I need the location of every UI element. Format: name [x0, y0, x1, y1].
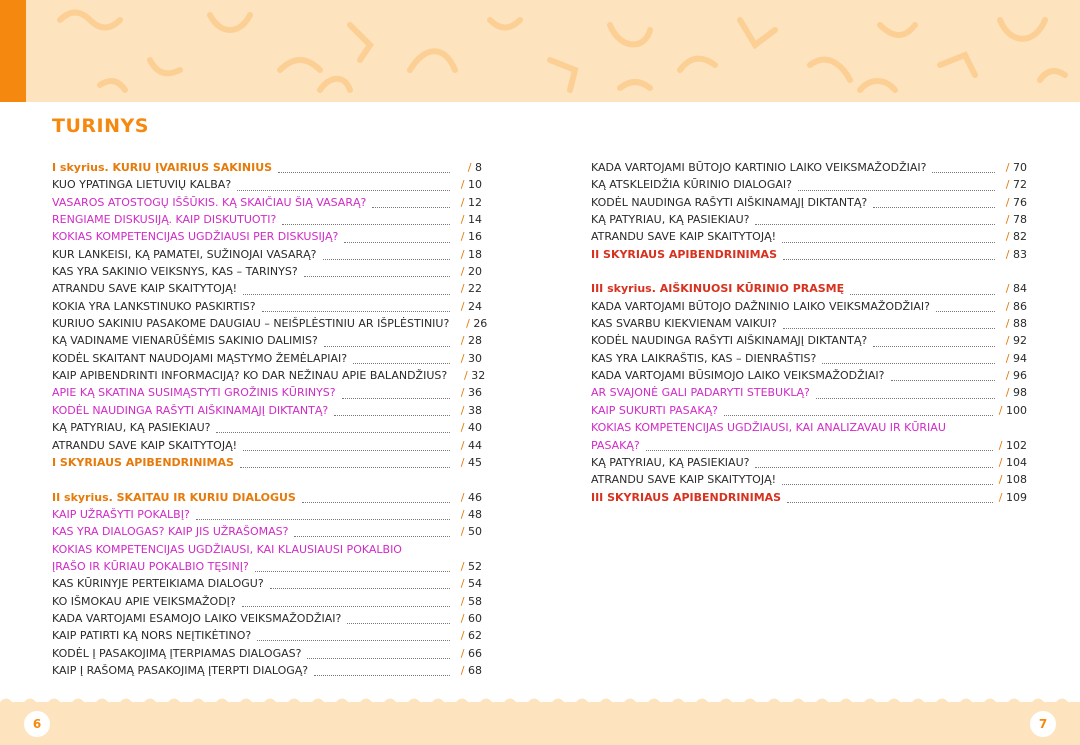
toc-leader-dots	[323, 249, 450, 260]
toc-entry	[52, 454, 482, 471]
toc-entry	[52, 211, 482, 228]
toc-entry-title: KAIP Į RAŠOMĄ PASAKOJIMĄ ĮTERPTI DIALOGĄ?	[52, 663, 309, 677]
toc-entry-title: KOKIA YRA LANKSTINUKO PASKIRTIS?	[52, 299, 256, 313]
toc-entry-page: / 24	[460, 299, 482, 313]
toc-entry-title: KAIP SUKURTI PASAKĄ?	[591, 403, 718, 417]
toc-leader-dots	[353, 353, 450, 364]
toc-entry-title: KAS YRA DIALOGAS? KAIP JIS UŽRAŠOMAS?	[52, 525, 289, 539]
toc-leader-dots	[324, 336, 450, 347]
toc-entry-page: / 46	[460, 490, 482, 504]
toc-leader-dots	[936, 301, 995, 312]
toc-entry-page: / 96	[1005, 369, 1027, 383]
toc-entry-page: / 28	[460, 334, 482, 348]
toc-entry-title: KĄ PATYRIAU, KĄ PASIEKIAU?	[52, 421, 211, 435]
toc-entry	[52, 610, 482, 627]
toc-entry	[52, 159, 482, 176]
toc-leader-dots	[372, 197, 450, 208]
toc-entry	[52, 298, 482, 315]
toc-entry-title: KODĖL NAUDINGA RAŠYTI AIŠKINAMĄJĮ DIKTANTĄ?	[591, 195, 868, 209]
toc-leader-dots	[816, 388, 995, 399]
page-title: TURINYS	[52, 115, 149, 137]
toc-leader-dots	[243, 440, 450, 451]
toc-entry-title: KODĖL Į PASAKOJIMĄ ĮTERPIAMAS DIALOGAS?	[52, 646, 302, 660]
toc-entry-title: KOKIAS KOMPETENCIJAS UGDŽIAUSI PER DISKUSIJĄ?	[52, 230, 339, 244]
toc-leader-dots	[822, 353, 995, 364]
toc-entry-title: II skyrius. SKAITAU IR KURIU DIALOGUS	[52, 490, 296, 504]
toc-entry-page: / 38	[460, 403, 482, 417]
scribble-pattern	[0, 0, 1080, 102]
toc-entry-title: KAS YRA SAKINIO VEIKSNYS, KAS – TARINYS?	[52, 265, 298, 279]
toc-entry-page: / 45	[460, 455, 482, 469]
toc-entry-title: KODĖL SKAITANT NAUDOJAMI MĄSTYMO ŽEMĖLAPIAI?	[52, 351, 348, 365]
toc-leader-dots	[334, 405, 450, 416]
toc-entry-page: / 32	[464, 369, 486, 383]
toc-entry-page: / 22	[460, 282, 482, 296]
toc-entry-title: PASAKĄ?	[591, 438, 640, 452]
toc-entry	[591, 332, 1027, 349]
toc-leader-dots	[783, 318, 995, 329]
toc-entry	[52, 332, 482, 349]
toc-leader-dots	[243, 284, 450, 295]
toc-entry-page: / 18	[460, 247, 482, 261]
toc-entry-title: KĄ PATYRIAU, KĄ PASIEKIAU?	[591, 455, 750, 469]
toc-entry-title: I skyrius. KURIU ĮVAIRIUS SAKINIUS	[52, 161, 273, 174]
toc-entry-title: ATRANDU SAVE KAIP SKAITYTOJĄ!	[591, 230, 777, 244]
toc-leader-dots	[873, 336, 995, 347]
toc-right-column	[591, 159, 1027, 506]
toc-leader-dots	[257, 630, 450, 641]
toc-leader-dots	[782, 474, 993, 485]
toc-entry-page: / 70	[1005, 161, 1027, 174]
toc-leader-dots	[196, 509, 450, 520]
toc-entry-page: / 50	[460, 525, 482, 539]
toc-entry-page: / 84	[1005, 282, 1027, 296]
toc-left-column	[52, 159, 488, 679]
toc-entry-page: / 109	[998, 490, 1027, 504]
toc-entry-page: / 44	[460, 438, 482, 452]
toc-entry-title: III skyrius. AIŠKINUOSI KŪRINIO PRASMĘ	[591, 282, 845, 296]
toc-leader-dots	[270, 578, 450, 589]
toc-entry-title: ATRANDU SAVE KAIP SKAITYTOJĄ!	[52, 438, 238, 452]
toc-leader-dots	[237, 180, 450, 191]
toc-entry-title: KAIP APIBENDRINTI INFORMACIJĄ? KO DAR NEŽINAU APIE BALANDŽIUS?	[52, 369, 448, 383]
toc-entry	[52, 593, 482, 610]
toc-leader-dots	[344, 232, 450, 243]
toc-leader-dots	[255, 561, 450, 572]
toc-entry-title: KODĖL NAUDINGA RAŠYTI AIŠKINAMĄJĮ DIKTANTĄ?	[591, 334, 868, 348]
toc-entry	[591, 194, 1027, 211]
toc-leader-dots	[302, 492, 450, 503]
toc-entry-page: / 8	[467, 161, 482, 174]
toc-entry-title: ATRANDU SAVE KAIP SKAITYTOJĄ!	[52, 282, 238, 296]
toc-entry	[52, 350, 482, 367]
toc-entry-title: KUO YPATINGA LIETUVIŲ KALBA?	[52, 178, 232, 192]
toc-entry-page: / 88	[1005, 317, 1027, 331]
toc-leader-dots	[262, 301, 450, 312]
toc-entry-title: KUR LANKEISI, KĄ PAMATEI, SUŽINOJAI VASARĄ?	[52, 247, 317, 261]
toc-entry-page: / 10	[460, 178, 482, 192]
toc-entry-page: / 68	[460, 663, 482, 677]
toc-entry-page: / 82	[1005, 230, 1027, 244]
toc-entry-page: / 12	[460, 195, 482, 209]
toc-entry	[52, 384, 482, 401]
page-number-right: 7	[1030, 711, 1056, 737]
toc-entry-title: KĄ ATSKLEIDŽIA KŪRINIO DIALOGAI?	[591, 178, 792, 192]
toc-entry-page: / 20	[460, 265, 482, 279]
toc-entry-page: / 58	[460, 594, 482, 608]
toc-entry	[591, 437, 1027, 454]
toc-entry	[52, 228, 482, 245]
toc-leader-dots	[242, 596, 450, 607]
toc-leader-dots	[850, 284, 995, 295]
toc-entry-title: KAIP PATIRTI KĄ NORS NEĮTIKĖTINO?	[52, 629, 252, 643]
toc-entry	[52, 419, 482, 436]
toc-entry	[591, 228, 1027, 245]
toc-entry-title: VASAROS ATOSTOGŲ IŠŠŪKIS. KĄ SKAIČIAU ŠIĄ VASARĄ?	[52, 195, 367, 209]
toc-entry	[591, 489, 1027, 506]
toc-entry	[52, 315, 488, 332]
toc-entry-page: / 30	[460, 351, 482, 365]
header-banner	[0, 0, 1080, 102]
toc-leader-dots	[216, 422, 450, 433]
toc-entry	[52, 489, 482, 506]
toc-entry-page: / 52	[460, 559, 482, 573]
toc-leader-dots	[891, 370, 996, 381]
toc-leader-dots	[873, 197, 995, 208]
toc-entry-title: ATRANDU SAVE KAIP SKAITYTOJĄ!	[591, 473, 777, 487]
toc-entry-title: III SKYRIAUS APIBENDRINIMAS	[591, 490, 782, 504]
toc-entry-page: / 66	[460, 646, 482, 660]
toc-entry-page: / 72	[1005, 178, 1027, 192]
toc-leader-dots	[342, 388, 450, 399]
toc-leader-dots	[787, 492, 993, 503]
toc-entry-title: KADA VARTOJAMI BŪTOJO DAŽNINIO LAIKO VEIKSMAŽODŽIAI?	[591, 299, 930, 313]
toc-entry-page: / 60	[460, 611, 482, 625]
toc-leader-dots	[755, 457, 992, 468]
toc-entry-page: / 100	[998, 403, 1027, 417]
toc-entry-page: / 78	[1005, 213, 1027, 227]
toc-entry	[52, 506, 482, 523]
toc-entry	[591, 315, 1027, 332]
toc-leader-dots	[307, 648, 450, 659]
page-number-left: 6	[24, 711, 50, 737]
toc-entry-title: I SKYRIAUS APIBENDRINIMAS	[52, 455, 234, 469]
toc-entry-page: / 94	[1005, 351, 1027, 365]
toc-entry-page: / 98	[1005, 386, 1027, 400]
toc-entry	[591, 176, 1027, 193]
toc-leader-dots	[646, 440, 993, 451]
toc-leader-dots	[724, 405, 993, 416]
toc-entry-title: RENGIAME DISKUSIJĄ. KAIP DISKUTUOTI?	[52, 213, 277, 227]
toc-entry-title: KODĖL NAUDINGA RAŠYTI AIŠKINAMĄJĮ DIKTANTĄ?	[52, 403, 329, 417]
toc-leader-dots	[282, 214, 450, 225]
toc-entry-page: / 62	[460, 629, 482, 643]
toc-entry-page: / 86	[1005, 299, 1027, 313]
toc-leader-dots	[755, 214, 995, 225]
toc-entry-title: AR SVAJONĖ GALI PADARYTI STEBUKLĄ?	[591, 386, 810, 400]
toc-leader-dots	[798, 180, 995, 191]
toc-entry-title: KAS YRA LAIKRAŠTIS, KAS – DIENRAŠTIS?	[591, 351, 817, 365]
toc-entry-title: ĮRAŠO IR KŪRIAU POKALBIO TĘSINĮ?	[52, 559, 249, 573]
toc-entry-title: KADA VARTOJAMI ESAMOJO LAIKO VEIKSMAŽODŽIAI?	[52, 611, 342, 625]
toc-entry-title: KĄ PATYRIAU, KĄ PASIEKIAU?	[591, 213, 750, 227]
toc-entry	[591, 159, 1027, 176]
toc-entry-page: / 92	[1005, 334, 1027, 348]
toc-entry	[591, 211, 1027, 228]
toc-entry	[591, 298, 1027, 315]
toc-entry-title: KOKIAS KOMPETENCIJAS UGDŽIAUSI, KAI KLAUSIAUSI POKALBIO	[52, 542, 402, 556]
toc-entry	[52, 280, 482, 297]
toc-entry	[52, 263, 482, 280]
toc-entry	[591, 454, 1027, 471]
toc-entry-page: / 76	[1005, 195, 1027, 209]
toc-entry-page: / 104	[998, 455, 1027, 469]
toc-entry	[52, 575, 482, 592]
toc-entry	[52, 523, 482, 540]
toc-entry	[591, 350, 1027, 367]
toc-leader-dots	[347, 613, 450, 624]
toc-entry-page: / 54	[460, 577, 482, 591]
toc-entry-page: / 16	[460, 230, 482, 244]
toc-leader-dots	[294, 526, 450, 537]
toc-entry-title: KADA VARTOJAMI BŪTOJO KARTINIO LAIKO VEIKSMAŽODŽIAI?	[591, 161, 927, 174]
toc-entry	[591, 367, 1027, 384]
toc-leader-dots	[314, 665, 450, 676]
toc-leader-dots	[783, 249, 995, 260]
toc-entry	[591, 419, 1027, 436]
footer-band	[0, 702, 1080, 745]
toc-entry-page: / 83	[1005, 247, 1027, 261]
toc-entry-page: / 102	[998, 438, 1027, 452]
toc-entry-title: II SKYRIAUS APIBENDRINIMAS	[591, 247, 777, 261]
wave-edge	[0, 695, 1080, 709]
toc-entry-title: KURIUO SAKINIU PASAKOME DAUGIAU – NEIŠPLĖSTINIU AR IŠPLĖSTINIU?	[52, 317, 450, 331]
toc-leader-dots	[304, 266, 450, 277]
toc-entry-title: KAS KŪRINYJE PERTEIKIAMA DIALOGU?	[52, 577, 264, 591]
toc-leader-dots	[782, 232, 995, 243]
toc-entry	[52, 246, 482, 263]
toc-entry	[591, 280, 1027, 297]
toc-entry	[52, 194, 482, 211]
toc-entry	[52, 437, 482, 454]
toc-entry	[591, 384, 1027, 401]
toc-entry-title: KAS SVARBU KIEKVIENAM VAIKUI?	[591, 317, 777, 331]
toc-entry	[591, 246, 1027, 263]
toc-entry	[52, 662, 482, 679]
toc-entry	[52, 558, 482, 575]
toc-entry	[52, 645, 482, 662]
toc-entry-page: / 108	[998, 473, 1027, 487]
toc-entry	[52, 541, 482, 558]
toc-entry	[52, 176, 482, 193]
toc-entry	[591, 471, 1027, 488]
toc-entry-page: / 26	[466, 317, 488, 331]
toc-entry-page: / 40	[460, 421, 482, 435]
toc-leader-dots	[240, 457, 450, 468]
toc-entry-title: KAIP UŽRAŠYTI POKALBĮ?	[52, 507, 190, 521]
toc-leader-dots	[932, 162, 995, 173]
toc-entry-title: KOKIAS KOMPETENCIJAS UGDŽIAUSI, KAI ANALIZAVAU IR KŪRIAU	[591, 421, 946, 435]
toc-entry-title: APIE KĄ SKATINA SUSIMĄSTYTI GROŽINIS KŪRINYS?	[52, 386, 336, 400]
toc-entry-page: / 48	[460, 507, 482, 521]
toc-entry-title: KĄ VADINAME VIENARŪŠĖMIS SAKINIO DALIMIS?	[52, 334, 318, 348]
banner-accent-strip	[0, 0, 26, 102]
toc-entry	[52, 402, 482, 419]
toc-entry-page: / 14	[460, 213, 482, 227]
toc-entry	[52, 367, 486, 384]
toc-entry-title: KADA VARTOJAMI BŪSIMOJO LAIKO VEIKSMAŽODŽIAI?	[591, 369, 885, 383]
toc-entry-page: / 36	[460, 386, 482, 400]
toc-entry	[52, 627, 482, 644]
toc-leader-dots	[278, 162, 450, 173]
toc-entry-title: KO IŠMOKAU APIE VEIKSMAŽODĮ?	[52, 594, 236, 608]
toc-entry	[591, 402, 1027, 419]
